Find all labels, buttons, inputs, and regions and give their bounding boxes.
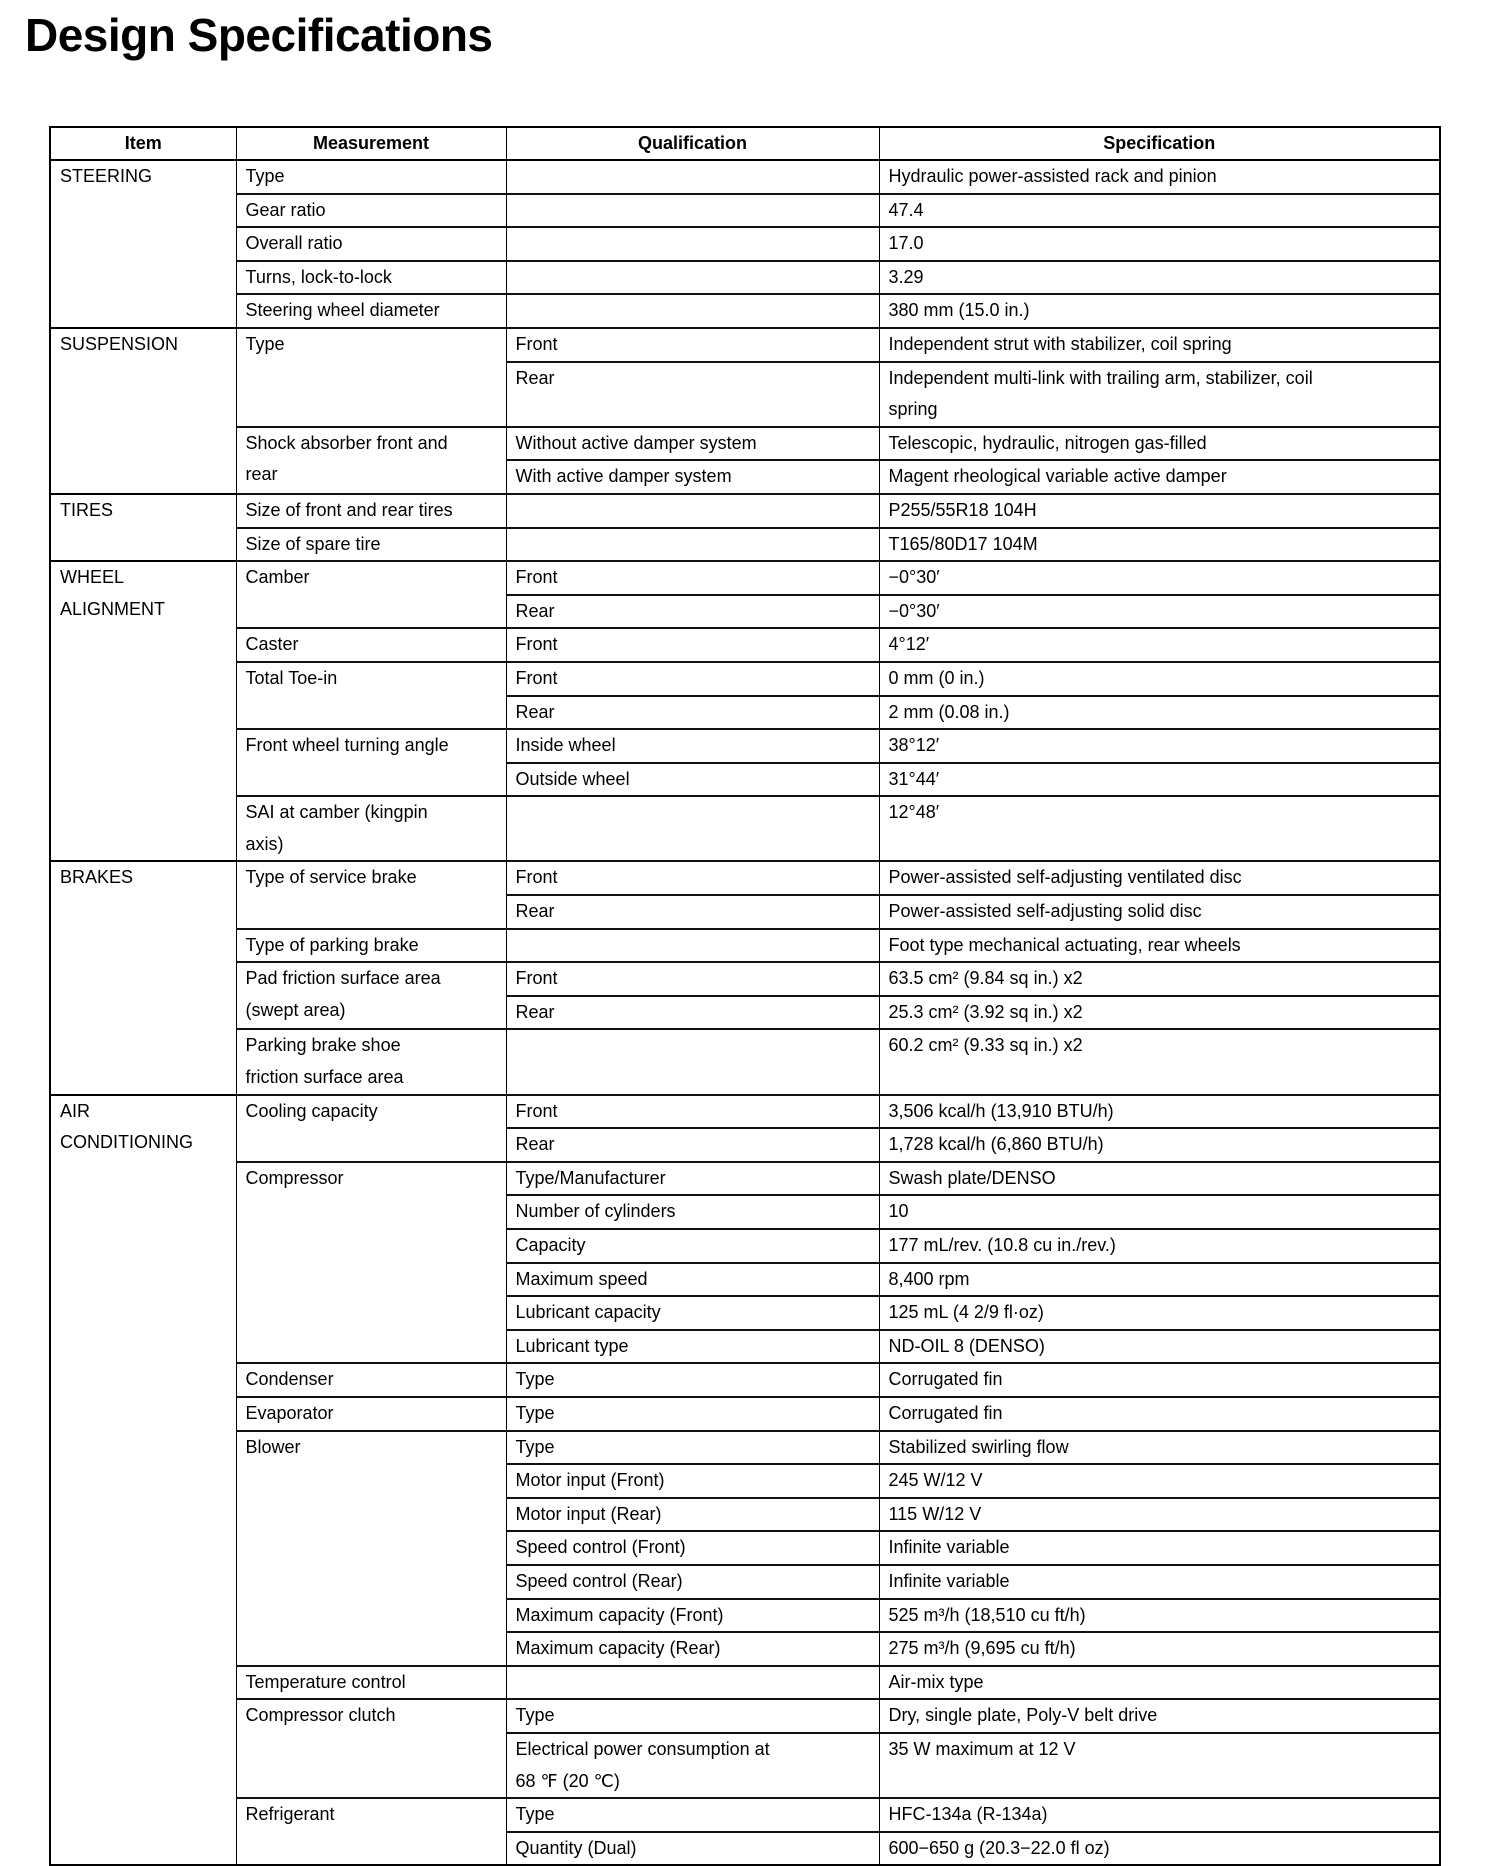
qualification-cell: Front [506, 962, 879, 996]
table-row [50, 160, 1440, 194]
specification-cell: 4°12′ [879, 628, 1440, 662]
table-row [50, 528, 1440, 562]
table-row [50, 1162, 1440, 1196]
table-row [50, 194, 1440, 228]
measurement-cell: Compressor [236, 1162, 506, 1364]
qualification-cell: Type [506, 1699, 879, 1733]
measurement-cell: Type of service brake [236, 861, 506, 928]
qualification-cell: Type [506, 1798, 879, 1832]
specification-cell: Independent multi-link with trailing arm, stabilizer, coil spring [879, 362, 1440, 427]
table-row [50, 1431, 1440, 1465]
measurement-cell: Camber [236, 561, 506, 628]
measurement-cell: Size of front and rear tires [236, 494, 506, 528]
qualification-cell: With active damper system [506, 460, 879, 494]
specification-cell: 25.3 cm² (3.92 sq in.) x2 [879, 996, 1440, 1030]
header-specification: Specification [879, 127, 1440, 160]
specification-cell: 63.5 cm² (9.84 sq in.) x2 [879, 962, 1440, 996]
table-row [50, 494, 1440, 528]
section-item: TIRES [50, 494, 236, 561]
qualification-cell: Outside wheel [506, 763, 879, 797]
measurement-cell: Compressor clutch [236, 1699, 506, 1798]
header-row [50, 127, 1440, 160]
table-row [50, 261, 1440, 295]
specification-cell: 38°12′ [879, 729, 1440, 763]
specification-cell: Corrugated fin [879, 1397, 1440, 1431]
table-row [50, 861, 1440, 895]
design-spec-table [49, 126, 1441, 1866]
table-row [50, 929, 1440, 963]
qualification-cell: Type [506, 1397, 879, 1431]
qualification-cell: Number of cylinders [506, 1195, 879, 1229]
header-item: Item [50, 127, 236, 160]
qualification-cell: Type/Manufacturer [506, 1162, 879, 1196]
specification-cell: Infinite variable [879, 1531, 1440, 1565]
table-row [50, 1798, 1440, 1832]
qualification-cell: Front [506, 628, 879, 662]
specification-cell: Corrugated fin [879, 1363, 1440, 1397]
measurement-cell: Size of spare tire [236, 528, 506, 562]
measurement-cell: Type of parking brake [236, 929, 506, 963]
table-row [50, 1666, 1440, 1700]
measurement-cell: Parking brake shoe friction surface area [236, 1029, 506, 1094]
qualification-cell: Quantity (Dual) [506, 1832, 879, 1866]
qualification-cell: Rear [506, 996, 879, 1030]
table-row [50, 227, 1440, 261]
measurement-cell: SAI at camber (kingpin axis) [236, 796, 506, 861]
qualification-cell: Rear [506, 362, 879, 427]
qualification-cell: Inside wheel [506, 729, 879, 763]
specification-cell: P255/55R18 104H [879, 494, 1440, 528]
specification-cell: 8,400 rpm [879, 1263, 1440, 1297]
measurement-cell: Pad friction surface area (swept area) [236, 962, 506, 1029]
specification-cell: 125 mL (4 2/9 fl·oz) [879, 1296, 1440, 1330]
specification-cell: 31°44′ [879, 763, 1440, 797]
measurement-cell: Temperature control [236, 1666, 506, 1700]
qualification-cell: Rear [506, 595, 879, 629]
specification-cell: Magent rheological variable active damper [879, 460, 1440, 494]
qualification-cell: Rear [506, 696, 879, 730]
measurement-cell: Shock absorber front and rear [236, 427, 506, 494]
table-row [50, 1363, 1440, 1397]
measurement-cell: Steering wheel diameter [236, 294, 506, 328]
specification-cell: 177 mL/rev. (10.8 cu in./rev.) [879, 1229, 1440, 1263]
header-measurement: Measurement [236, 127, 506, 160]
measurement-cell: Total Toe-in [236, 662, 506, 729]
page-title: Design Specifications [25, 9, 493, 61]
measurement-cell: Cooling capacity [236, 1095, 506, 1162]
qualification-cell: Front [506, 561, 879, 595]
table-row [50, 1029, 1440, 1094]
qualification-cell: Without active damper system [506, 427, 879, 461]
qualification-cell: Front [506, 861, 879, 895]
section-item: WHEEL ALIGNMENT [50, 561, 236, 861]
qualification-cell [506, 1666, 879, 1700]
qualification-cell: Speed control (Front) [506, 1531, 879, 1565]
specification-cell: 245 W/12 V [879, 1464, 1440, 1498]
specification-cell: 47.4 [879, 194, 1440, 228]
qualification-cell: Lubricant capacity [506, 1296, 879, 1330]
table-row [50, 561, 1440, 595]
specification-cell: 115 W/12 V [879, 1498, 1440, 1532]
specification-cell: Hydraulic power-assisted rack and pinion [879, 160, 1440, 194]
specification-cell: 1,728 kcal/h (6,860 BTU/h) [879, 1128, 1440, 1162]
specification-cell: 3.29 [879, 261, 1440, 295]
qualification-cell: Front [506, 1095, 879, 1129]
specification-cell: 600−650 g (20.3−22.0 fl oz) [879, 1832, 1440, 1866]
measurement-cell: Gear ratio [236, 194, 506, 228]
specification-cell: 35 W maximum at 12 V [879, 1733, 1440, 1798]
qualification-cell: Motor input (Rear) [506, 1498, 879, 1532]
table-row [50, 662, 1440, 696]
qualification-cell: Front [506, 662, 879, 696]
table-row [50, 796, 1440, 861]
table-row [50, 628, 1440, 662]
measurement-cell: Evaporator [236, 1397, 506, 1431]
qualification-cell: Type [506, 1363, 879, 1397]
specification-cell: Stabilized swirling flow [879, 1431, 1440, 1465]
qualification-cell: Front [506, 328, 879, 362]
qualification-cell [506, 929, 879, 963]
measurement-cell: Type [236, 328, 506, 427]
measurement-cell: Refrigerant [236, 1798, 506, 1865]
table-row [50, 1699, 1440, 1733]
measurement-cell: Turns, lock-to-lock [236, 261, 506, 295]
qualification-cell [506, 1029, 879, 1094]
qualification-cell: Rear [506, 895, 879, 929]
qualification-cell [506, 160, 879, 194]
specification-cell: 12°48′ [879, 796, 1440, 861]
qualification-cell: Type [506, 1431, 879, 1465]
table-row [50, 294, 1440, 328]
qualification-cell: Maximum capacity (Rear) [506, 1632, 879, 1666]
header-qualification: Qualification [506, 127, 879, 160]
qualification-cell [506, 227, 879, 261]
qualification-cell: Speed control (Rear) [506, 1565, 879, 1599]
qualification-cell: Maximum speed [506, 1263, 879, 1297]
qualification-cell: Rear [506, 1128, 879, 1162]
specification-cell: 525 m³/h (18,510 cu ft/h) [879, 1599, 1440, 1633]
measurement-cell: Overall ratio [236, 227, 506, 261]
specification-cell: Swash plate/DENSO [879, 1162, 1440, 1196]
specification-cell: 380 mm (15.0 in.) [879, 294, 1440, 328]
specification-cell: 60.2 cm² (9.33 sq in.) x2 [879, 1029, 1440, 1094]
specification-cell: −0°30′ [879, 595, 1440, 629]
specification-cell: 275 m³/h (9,695 cu ft/h) [879, 1632, 1440, 1666]
table-row [50, 729, 1440, 763]
measurement-cell: Front wheel turning angle [236, 729, 506, 796]
qualification-cell [506, 796, 879, 861]
specification-cell: Air-mix type [879, 1666, 1440, 1700]
measurement-cell: Condenser [236, 1363, 506, 1397]
section-item: AIR CONDITIONING [50, 1095, 236, 1866]
qualification-cell: Electrical power consumption at 68 ℉ (20 ℃) [506, 1733, 879, 1798]
specification-cell: Infinite variable [879, 1565, 1440, 1599]
measurement-cell: Caster [236, 628, 506, 662]
specification-cell: 3,506 kcal/h (13,910 BTU/h) [879, 1095, 1440, 1129]
qualification-cell [506, 261, 879, 295]
specification-cell: Telescopic, hydraulic, nitrogen gas-filled [879, 427, 1440, 461]
specification-cell: 2 mm (0.08 in.) [879, 696, 1440, 730]
specification-cell: Independent strut with stabilizer, coil spring [879, 328, 1440, 362]
section-item: SUSPENSION [50, 328, 236, 494]
table-row [50, 427, 1440, 461]
qualification-cell: Capacity [506, 1229, 879, 1263]
table-row [50, 962, 1440, 996]
qualification-cell: Lubricant type [506, 1330, 879, 1364]
specification-cell: Dry, single plate, Poly-V belt drive [879, 1699, 1440, 1733]
specification-cell: HFC-134a (R-134a) [879, 1798, 1440, 1832]
qualification-cell [506, 494, 879, 528]
specification-cell: 0 mm (0 in.) [879, 662, 1440, 696]
specification-cell: Power-assisted self-adjusting solid disc [879, 895, 1440, 929]
section-item: BRAKES [50, 861, 236, 1094]
qualification-cell [506, 528, 879, 562]
table-row [50, 1095, 1440, 1129]
section-item: STEERING [50, 160, 236, 328]
qualification-cell: Motor input (Front) [506, 1464, 879, 1498]
specification-cell: Power-assisted self-adjusting ventilated disc [879, 861, 1440, 895]
table-row [50, 1397, 1440, 1431]
measurement-cell: Type [236, 160, 506, 194]
specification-cell: ND-OIL 8 (DENSO) [879, 1330, 1440, 1364]
table-row [50, 328, 1440, 362]
specification-cell: Foot type mechanical actuating, rear wheels [879, 929, 1440, 963]
specification-cell: T165/80D17 104M [879, 528, 1440, 562]
specification-cell: −0°30′ [879, 561, 1440, 595]
qualification-cell: Maximum capacity (Front) [506, 1599, 879, 1633]
specification-cell: 10 [879, 1195, 1440, 1229]
qualification-cell [506, 194, 879, 228]
qualification-cell [506, 294, 879, 328]
measurement-cell: Blower [236, 1431, 506, 1666]
specification-cell: 17.0 [879, 227, 1440, 261]
